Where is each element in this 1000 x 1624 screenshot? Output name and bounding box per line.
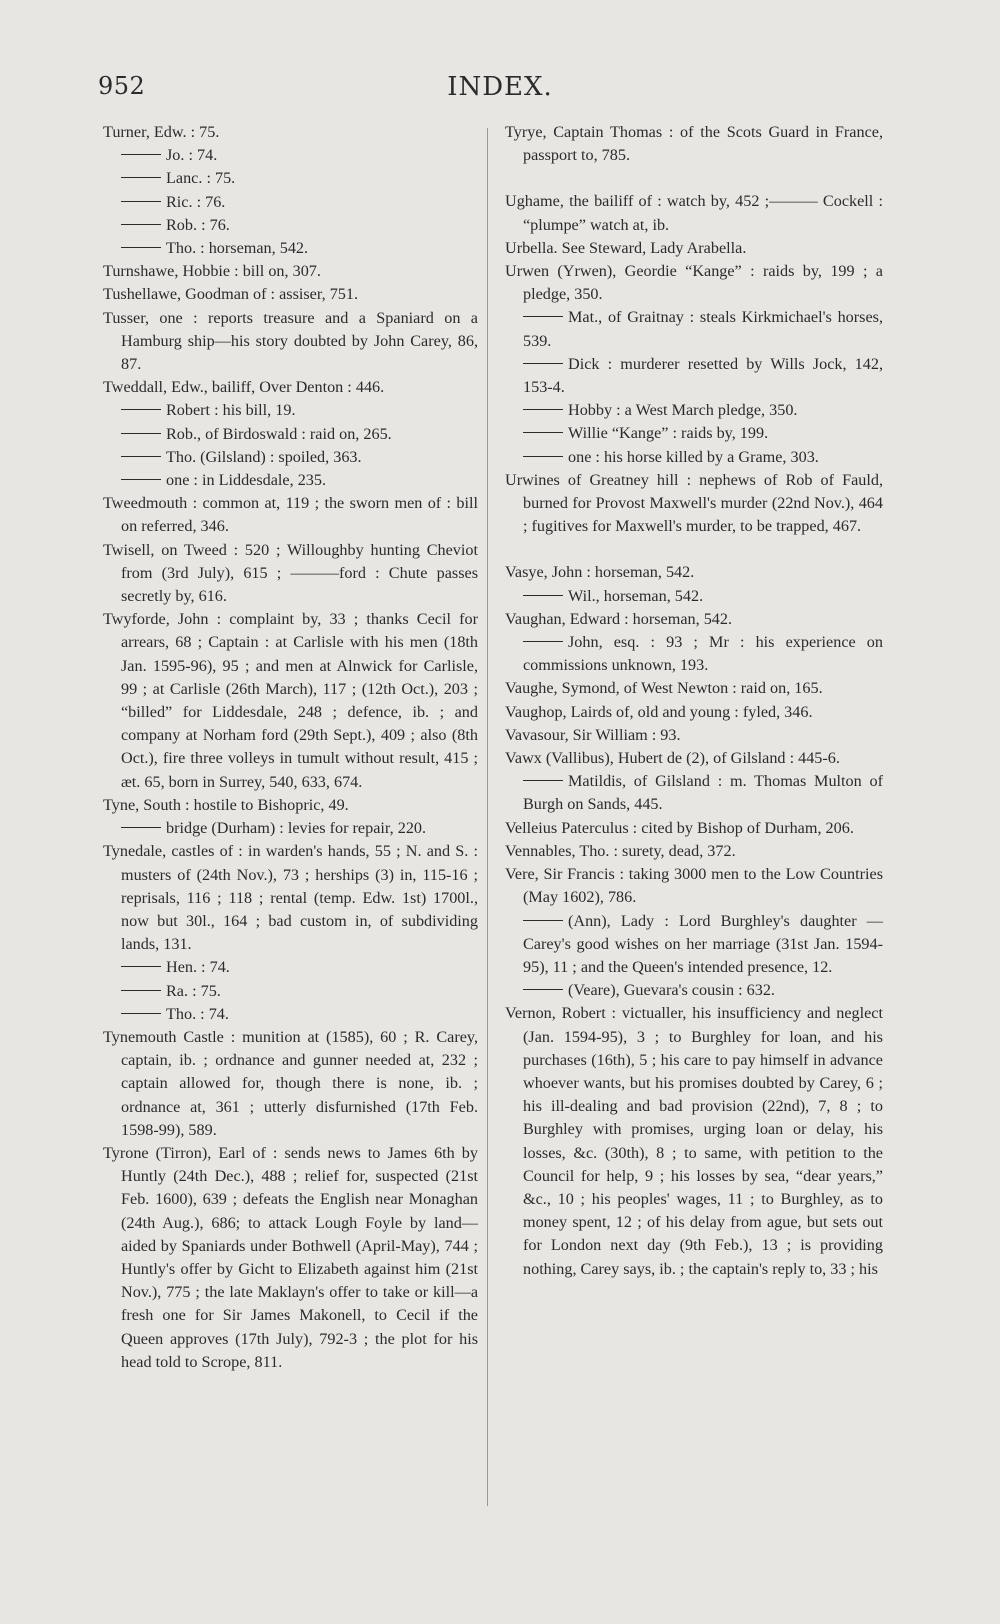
entry-text: Vawx (Vallibus), Hubert de (2), of Gilsland : 445-6. — [505, 749, 840, 768]
index-subentry — [103, 980, 478, 1003]
entry-text: Ra. : 75. — [166, 981, 221, 1000]
right-column — [505, 121, 883, 1281]
entry-text: John, esq. : 93 ; Mr : his experience on commissions unknown, 193. — [523, 633, 883, 675]
ditto-dash — [523, 641, 563, 642]
entry-text: Wil., horseman, 542. — [568, 586, 704, 605]
index-entry — [505, 469, 883, 539]
index-entry — [505, 561, 883, 584]
entry-text: Matildis, of Gilsland : m. Thomas Multon of Burgh on Sands, 445. — [523, 772, 883, 814]
ditto-dash — [523, 595, 563, 596]
index-entry — [103, 492, 478, 538]
entry-text: Tweedmouth : common at, 119 ; the sworn men of : bill on referred, 346. — [103, 494, 478, 536]
ditto-dash — [121, 827, 161, 828]
entry-text: Turner, Edw. : 75. — [103, 123, 220, 141]
ditto-dash — [523, 920, 563, 921]
ditto-dash — [121, 456, 161, 457]
index-subentry — [505, 422, 883, 445]
index-entry — [505, 701, 883, 724]
index-subentry — [103, 817, 478, 840]
entry-text: Vennables, Tho. : surety, dead, 372. — [505, 841, 736, 860]
index-entry — [505, 190, 883, 236]
ditto-dash — [121, 154, 161, 155]
ditto-dash — [121, 1013, 161, 1014]
index-entry — [103, 608, 478, 794]
ditto-dash — [121, 247, 161, 248]
page-number: 952 — [98, 72, 146, 100]
index-entry — [505, 677, 883, 700]
ditto-dash — [523, 432, 563, 433]
index-subentry — [103, 144, 478, 167]
entry-text: bridge (Durham) : levies for repair, 220. — [166, 819, 427, 838]
entry-text: Urwines of Greatney hill : nephews of Rob of Fauld, burned for Provost Maxwell's murder (22nd Nov.), 464 ; fugitives for Maxwell's murder, to be trapped, 467. — [505, 470, 883, 536]
entry-text: Jo. : 74. — [166, 146, 218, 165]
entry-text: Urwen (Yrwen), Geordie “Kange” : raids by, 199 ; a pledge, 350. — [505, 262, 883, 304]
entry-text: Tweddall, Edw., bailiff, Over Denton : 446. — [103, 378, 385, 397]
index-subentry — [505, 585, 883, 608]
entry-text: Urbella. See Steward, Lady Arabella. — [505, 238, 747, 257]
entry-text: Lanc. : 75. — [166, 169, 236, 188]
entry-text: Vavasour, Sir William : 93. — [505, 725, 681, 744]
entry-text: Hobby : a West March pledge, 350. — [568, 401, 798, 420]
index-entry — [103, 539, 478, 609]
entry-text: Velleius Paterculus : cited by Bishop of Durham, 206. — [505, 818, 854, 837]
index-entry — [505, 260, 883, 306]
index-subentry — [505, 353, 883, 399]
entry-text: Ric. : 76. — [166, 192, 226, 211]
index-subentry — [505, 631, 883, 677]
index-entry — [505, 237, 883, 260]
index-subentry — [505, 979, 883, 1002]
index-entry — [505, 817, 883, 840]
index-subentry — [505, 910, 883, 980]
index-entry — [103, 794, 478, 817]
index-subentry — [103, 237, 478, 260]
entry-spacer — [505, 167, 883, 190]
index-entry — [103, 307, 478, 377]
entry-text: one : his horse killed by a Grame, 303. — [568, 447, 819, 466]
entry-text: Willie “Kange” : raids by, 199. — [568, 424, 769, 443]
entry-text: Tynemouth Castle : munition at (1585), 60 ; R. Carey, captain, ib. ; ordnance and gunner needed at, 232 ; captain allowed for, though there is none, ib. ; ordnance at, 361 ; utterly disfurnished (17th Feb. 1598-99), 589. — [103, 1027, 478, 1139]
index-entry — [505, 1002, 883, 1280]
index-subentry — [103, 956, 478, 979]
entry-text: Vernon, Robert : victualler, his insufficiency and neglect (Jan. 1594-95), 3 ; to Burghley for loan, and his purchases (16th), 5 ; his care to pay himself in advance whoever wants, but his promises doubted by Carey, 6 ; his ill-dealing and bad provision (22nd), 7, 8 ; to Burghley with promises, urging loan or delay, his losses, &c. (30th), 8 ; to same, with petition to the Council for help, 9 ; his losses by sea, “dear years,” &c., 10 ; his peoples' wages, 11 ; to Burghley, as to money spent, 12 ; of his delay from ague, but sets out for London next day (9th Feb.), 13 ; is providing nothing, Carey says, ib. ; the captain's reply to, 33 ; his — [505, 1004, 883, 1278]
ditto-dash — [121, 479, 161, 480]
index-entry — [505, 121, 883, 167]
index-subentry — [103, 191, 478, 214]
index-subentry — [103, 399, 478, 422]
ditto-dash — [523, 363, 563, 364]
index-subentry — [505, 770, 883, 816]
entry-text: Rob., of Birdoswald : raid on, 265. — [166, 424, 392, 443]
index-subentry — [103, 423, 478, 446]
entry-text: Hen. : 74. — [166, 958, 230, 977]
page-title: INDEX. — [447, 72, 553, 102]
entry-text: Tusser, one : reports treasure and a Spaniard on a Hamburg ship—his story doubted by John Carey, 86, 87. — [103, 308, 478, 374]
column-divider — [487, 128, 488, 1506]
entry-text: (Ann), Lady : Lord Burghley's daughter —Carey's good wishes on her marriage (31st Jan. 1594-95), 11 ; and the Queen's intended presence, 12. — [523, 911, 883, 976]
entry-text: Tho. (Gilsland) : spoiled, 363. — [166, 447, 362, 466]
ditto-dash — [121, 990, 161, 991]
index-entry — [505, 840, 883, 863]
entry-text: Ughame, the bailiff of : watch by, 452 ;——— Cockell : “plumpe” watch at, ib. — [505, 192, 883, 234]
index-entry — [103, 376, 478, 399]
entry-text: Tho. : horseman, 542. — [166, 239, 309, 258]
ditto-dash — [121, 224, 161, 225]
index-subentry — [505, 399, 883, 422]
ditto-dash — [523, 989, 563, 990]
entry-text: Twisell, on Tweed : 520 ; Willoughby hunting Cheviot from (3rd July), 615 ; ———ford : Chute passes secretly by, 616. — [103, 540, 478, 606]
index-entry — [103, 840, 478, 956]
index-subentry — [103, 167, 478, 190]
index-entry — [103, 260, 478, 283]
entry-text: Turnshawe, Hobbie : bill on, 307. — [103, 262, 321, 281]
index-entry — [505, 863, 883, 909]
index-entry — [505, 724, 883, 747]
ditto-dash — [523, 456, 563, 457]
index-entry — [505, 747, 883, 770]
ditto-dash — [121, 433, 161, 434]
index-subentry — [103, 1003, 478, 1026]
index-entry — [103, 121, 478, 144]
entry-text: Rob. : 76. — [166, 215, 230, 234]
entry-text: Vaughe, Symond, of West Newton : raid on, 165. — [505, 679, 823, 698]
ditto-dash — [121, 966, 161, 967]
ditto-dash — [121, 409, 161, 410]
entry-text: Vaughop, Lairds of, old and young : fyled, 346. — [505, 702, 813, 721]
entry-text: Tynedale, castles of : in warden's hands, 55 ; N. and S. : musters of (24th Nov.), 73 ; herships (3) in, 115-16 ; reprisals, 116 ; 118 ; rental (temp. Edw. 1st) 1700l., now but 30l., 164 ; bad custom in, of subdividing lands, 131. — [103, 842, 478, 954]
index-entry — [505, 608, 883, 631]
entry-text: Vere, Sir Francis : taking 3000 men to the Low Countries (May 1602), 786. — [505, 865, 883, 907]
entry-text: Mat., of Graitnay : steals Kirkmichael's horses, 539. — [523, 308, 883, 350]
index-entry — [103, 1142, 478, 1374]
entry-text: Tho. : 74. — [166, 1004, 229, 1023]
entry-text: Tushellawe, Goodman of : assiser, 751. — [103, 285, 359, 304]
index-subentry — [103, 469, 478, 492]
index-subentry — [103, 446, 478, 469]
entry-text: Tyrye, Captain Thomas : of the Scots Guard in France, passport to, 785. — [505, 123, 883, 165]
entry-text: Vasye, John : horseman, 542. — [505, 563, 695, 582]
index-entry — [103, 283, 478, 306]
entry-text: Twyforde, John : complaint by, 33 ; thanks Cecil for arrears, 68 ; Captain : at Carlisle with his men (18th Jan. 1595-96), 95 ; and men at Alnwick for Carlisle, 99 ; at Carlisle (26th March), 117 ; (12th Oct.), 203 ; “billed” for Liddesdale, 248 ; defence, ib. ; and company at Norham ford (29th Sept.), 409 ; also (8th Oct.), fire three volleys in tumult without result, 415 ; æt. 65, born in Surrey, 540, 633, 674. — [103, 610, 478, 791]
entry-spacer — [505, 538, 883, 561]
ditto-dash — [121, 177, 161, 178]
index-entry — [103, 1026, 478, 1142]
entry-text: Tyrone (Tirron), Earl of : sends news to James 6th by Huntly (24th Dec.), 488 ; relief for, suspected (21st Feb. 1600), 639 ; defeats the English near Monaghan (24th Aug.), 686; to attack Lough Foyle by land—aided by Spaniards under Bothwell (April-May), 744 ; Huntly's offer by Gicht to Elizabeth against him (21st Nov.), 775 ; the late Maklayn's offer to take or kill—a fresh one for Sir James Makonell, to Cecil if the Queen approves (17th July), 792-3 ; the plot for his head told to Scrope, 811. — [103, 1143, 478, 1371]
entry-text: Robert : his bill, 19. — [166, 401, 296, 420]
ditto-dash — [523, 316, 563, 317]
entry-text: one : in Liddesdale, 235. — [166, 471, 327, 490]
index-subentry — [505, 446, 883, 469]
entry-text: Tyne, South : hostile to Bishopric, 49. — [103, 795, 349, 814]
index-subentry — [505, 306, 883, 352]
ditto-dash — [121, 201, 161, 202]
entry-text: Dick : murderer resetted by Wills Jock, 142, 153-4. — [523, 354, 883, 397]
ditto-dash — [523, 780, 563, 781]
ditto-dash — [523, 409, 563, 410]
left-column — [103, 121, 478, 1374]
entry-text: Vaughan, Edward : horseman, 542. — [505, 609, 733, 628]
entry-text: (Veare), Guevara's cousin : 632. — [568, 981, 775, 1000]
index-subentry — [103, 214, 478, 237]
